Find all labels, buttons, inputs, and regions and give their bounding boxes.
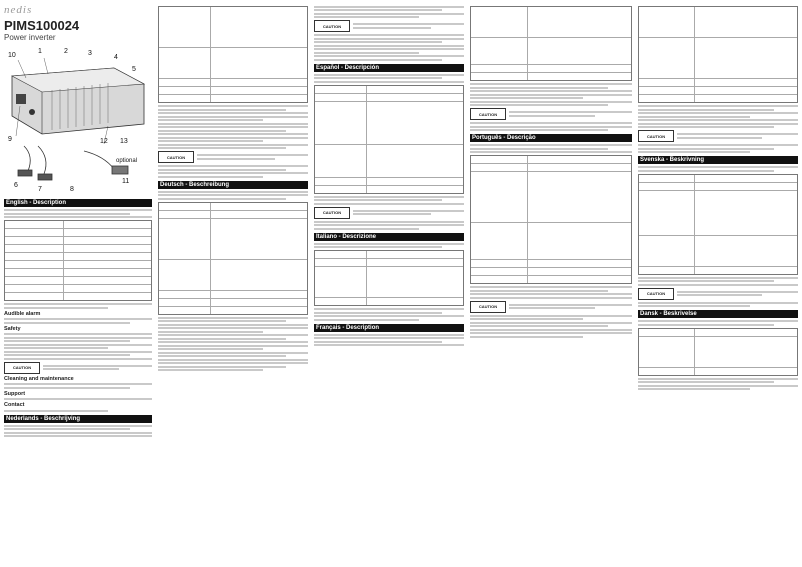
caution-label: CAUTION	[314, 20, 350, 32]
cable-clamps-icon	[18, 146, 52, 180]
section-deutsch: Deutsch - Beschreibung	[158, 181, 308, 189]
caution-label: CAUTION	[470, 108, 506, 120]
spec-table-es	[314, 85, 464, 194]
callout-13: 13	[120, 138, 128, 145]
heading-contact: Contact	[4, 402, 25, 408]
callout-9: 9	[8, 136, 12, 143]
spec-table-da	[638, 328, 798, 376]
section-italiano: Italiano - Descrizione	[314, 233, 464, 241]
model-number: PIMS100024	[4, 18, 80, 33]
column-1	[4, 4, 152, 563]
callout-12: 12	[100, 138, 108, 145]
callout-7: 7	[38, 186, 42, 193]
caution-label: CAUTION	[314, 207, 350, 219]
callout-5: 5	[132, 66, 136, 73]
heading-audible-alarm: Audible alarm	[4, 310, 41, 317]
heading-support: Support	[4, 390, 26, 397]
section-svenska: Svenska - Beskrivning	[638, 156, 798, 164]
spec-table-pt	[470, 155, 632, 284]
caution-block-pt	[470, 301, 632, 313]
column-2	[158, 4, 308, 563]
column-4	[470, 4, 632, 563]
heading-safety: Safety	[4, 325, 21, 332]
callout-1: 1	[38, 48, 42, 55]
caution-label: CAUTION	[470, 301, 506, 313]
spec-table-en	[4, 220, 152, 301]
caution-block-en	[4, 362, 152, 374]
spec-table-nl	[158, 6, 308, 103]
section-espanol: Español - Descripción	[314, 64, 464, 72]
caution-block-pt-2	[638, 130, 798, 142]
callout-11: 11	[122, 178, 130, 185]
caution-label: CAUTION	[4, 362, 40, 374]
caution-block-fr	[470, 108, 632, 120]
inverter-figure	[4, 46, 152, 196]
section-francais: Français - Description	[314, 324, 464, 332]
spec-table-fr	[470, 6, 632, 81]
inverter-illustration	[4, 46, 152, 196]
inverter-body-icon	[12, 68, 144, 134]
spec-table-pt-2	[638, 6, 798, 103]
caution-block-de	[314, 20, 464, 32]
heading-cleaning: Cleaning and maintenance	[4, 375, 74, 382]
section-portugues: Português - Descrição	[470, 134, 632, 142]
callout-2: 2	[64, 48, 68, 55]
caution-label: CAUTION	[638, 288, 674, 300]
callout-8: 8	[70, 186, 74, 193]
callout-4: 4	[114, 54, 118, 61]
caution-block-nl	[158, 151, 308, 163]
caution-label: CAUTION	[638, 130, 674, 142]
spec-table-sv	[638, 174, 798, 275]
section-dansk: Dansk - Beskrivelse	[638, 310, 798, 318]
column-5	[638, 4, 798, 563]
section-english: English - Description	[4, 199, 152, 207]
spec-table-de	[158, 202, 308, 315]
brand-logo: nedis	[4, 4, 33, 16]
column-3	[314, 4, 464, 563]
caution-block-sv	[638, 288, 798, 300]
callout-10: 10	[8, 52, 16, 59]
spec-table-it	[314, 250, 464, 306]
caution-block-es	[314, 207, 464, 219]
optional-label: optional	[116, 158, 138, 164]
callout-3: 3	[88, 50, 92, 57]
caution-label: CAUTION	[158, 151, 194, 163]
section-nederlands: Nederlands - Beschrijving	[4, 415, 152, 423]
product-name: Power inverter	[4, 33, 56, 42]
callout-6: 6	[14, 182, 18, 189]
